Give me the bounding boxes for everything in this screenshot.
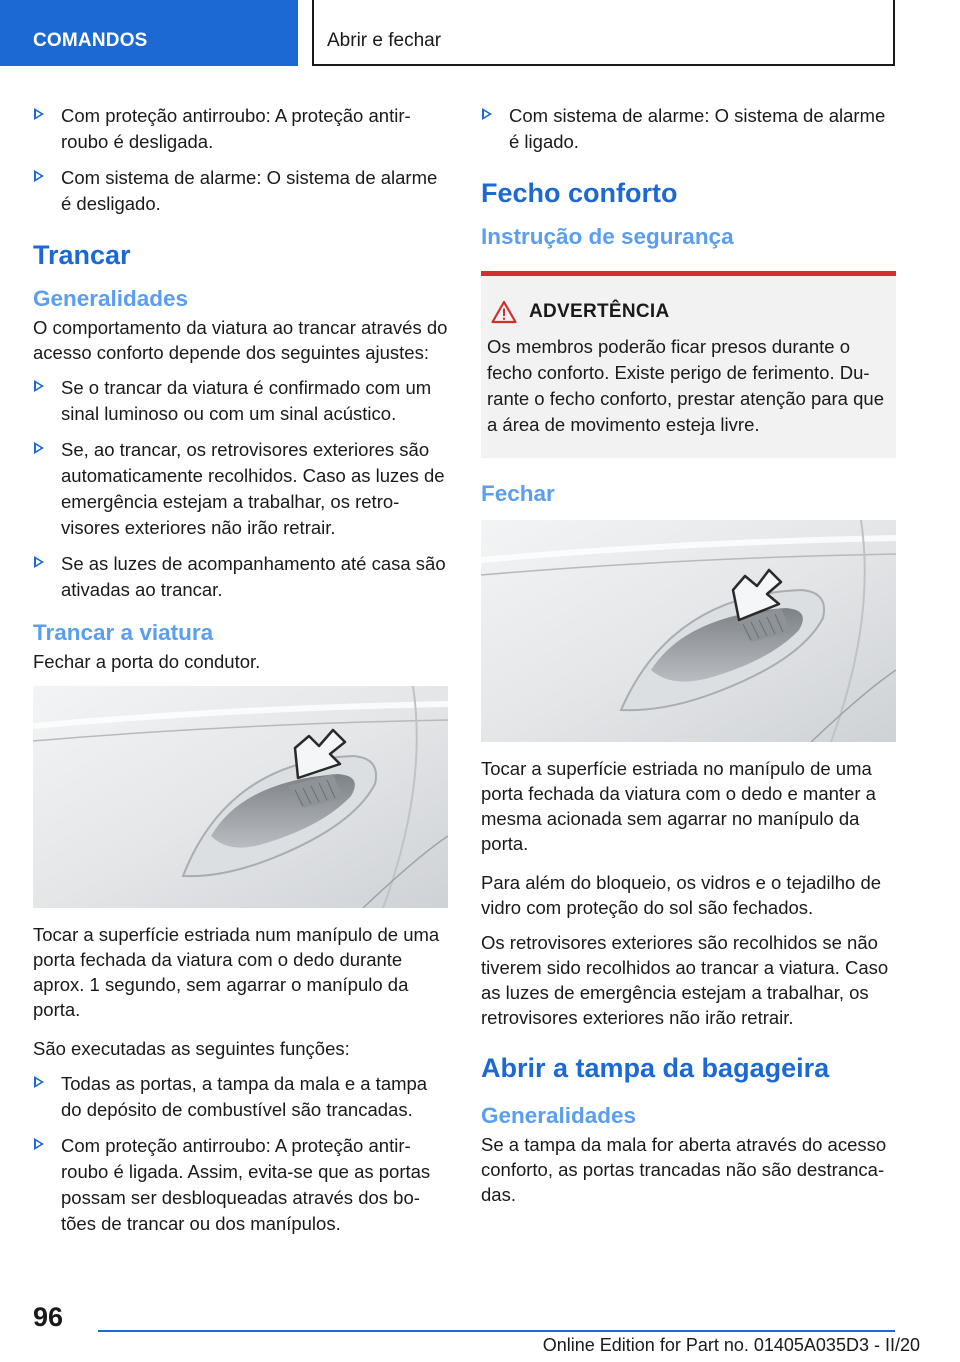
- heading-trancar: Trancar: [33, 240, 131, 270]
- list-item: Se, ao trancar, os retrovisores exteriores são automaticamente recolhidos. Caso as luzes de emergência estejam a trabalhar, os retrovisores exteriores não irão retrair.: [33, 437, 448, 541]
- warning-title: ADVERTÊNCIA: [529, 301, 670, 322]
- paragraph-generalidades: Se a tampa da mala for aberta através do acesso conforto, as portas trancadas não são destrancadas.: [481, 1134, 887, 1205]
- section-label: Abrir e fechar: [327, 30, 442, 51]
- page-number: 96: [33, 1302, 64, 1332]
- bullet-triangle-icon: [34, 556, 44, 568]
- bullet-triangle-icon: [34, 108, 44, 120]
- door-handle-photo: [33, 686, 448, 908]
- heading-generalidades: Generalidades: [33, 286, 189, 311]
- paragraph-executadas: São executadas as seguintes funções:: [33, 1038, 350, 1059]
- bullet-triangle-icon: [34, 1138, 44, 1150]
- bullet-triangle-icon: [34, 170, 44, 182]
- warning-text: Os membros poderão ficar presos durante o fecho conforto. Existe perigo de ferimento. Durante o fecho conforto, prestar atenção para que a área de movimento esteja livre.: [487, 336, 884, 435]
- list-item: Todas as portas, a tampa da mala e a tampa do depósito de combustível são trancadas.: [33, 1071, 448, 1123]
- heading-abrir-tampa: Abrir a tampa da bagageira: [481, 1053, 830, 1083]
- chapter-label: COMANDOS: [33, 30, 148, 51]
- warning-triangle-icon: [491, 300, 517, 324]
- heading-trancar-viatura: Trancar a viatura: [33, 620, 214, 645]
- list-item: Com sistema de alarme: O sistema de alarme é ligado.: [481, 103, 896, 155]
- heading-fecho-conforto: Fecho conforto: [481, 178, 678, 208]
- list-item: Se as luzes de acompanhamento até casa são ativadas ao trancar.: [33, 551, 448, 603]
- right-column: [481, 103, 896, 1217]
- paragraph-tocar: Tocar a superfície estriada num manípulo de uma porta fechada da viatura com o dedo durante aprox. 1 segundo, sem agarrar o manípulo da porta.: [33, 924, 440, 1020]
- bullet-triangle-icon: [34, 442, 44, 454]
- list-item: Com sistema de alarme: O sistema de alarme é desligado.: [33, 165, 448, 217]
- paragraph-tocar: Tocar a superfície estriada no manípulo de uma porta fechada da viatura com o dedo e manter a mesma acionada sem agarrar no manípulo da porta.: [481, 758, 876, 854]
- warning-box: [481, 271, 896, 458]
- heading-fechar: Fechar: [481, 481, 555, 506]
- door-handle-photo: [481, 520, 896, 742]
- list-item: Se o trancar da viatura é confirmado com um sinal luminoso ou com um sinal acústico.: [33, 375, 448, 427]
- heading-instrucao: Instrução de segurança: [481, 224, 734, 249]
- list-item: Com proteção antirroubo: A proteção antirroubo é ligada. Assim, evita-se que as portas possam ser desbloqueadas através dos botões de trancar ou dos manípulos.: [33, 1133, 448, 1237]
- paragraph-retrovisores: Os retrovisores exteriores são recolhidos se não tiverem sido recolhidos ao trancar a viatura. Caso as luzes de emergência estejam a trabalhar, os retrovisores exteriores não irão retrair.: [481, 932, 889, 1028]
- paragraph-bloqueio: Para além do bloqueio, os vidros e o tejadilho de vidro com proteção do sol são fechados.: [481, 872, 882, 918]
- list-item: Com proteção antirroubo: A proteção antirroubo é desligada.: [33, 103, 448, 155]
- footer-edition: Online Edition for Part no. 01405A035D3 - II/20: [542, 1335, 920, 1355]
- bullet-triangle-icon: [482, 108, 492, 120]
- bullet-triangle-icon: [34, 380, 44, 392]
- footer-divider: [98, 1330, 895, 1332]
- left-column: [33, 103, 448, 1247]
- paragraph-generalidades: O comportamento da viatura ao trancar através do acesso conforto depende dos seguintes ajustes:: [33, 317, 448, 363]
- paragraph-fechar-porta: Fechar a porta do condutor.: [33, 651, 261, 672]
- section-header: [312, 0, 895, 66]
- heading-generalidades: Generalidades: [481, 1103, 637, 1128]
- chapter-tab: [0, 0, 298, 66]
- bullet-triangle-icon: [34, 1076, 44, 1088]
